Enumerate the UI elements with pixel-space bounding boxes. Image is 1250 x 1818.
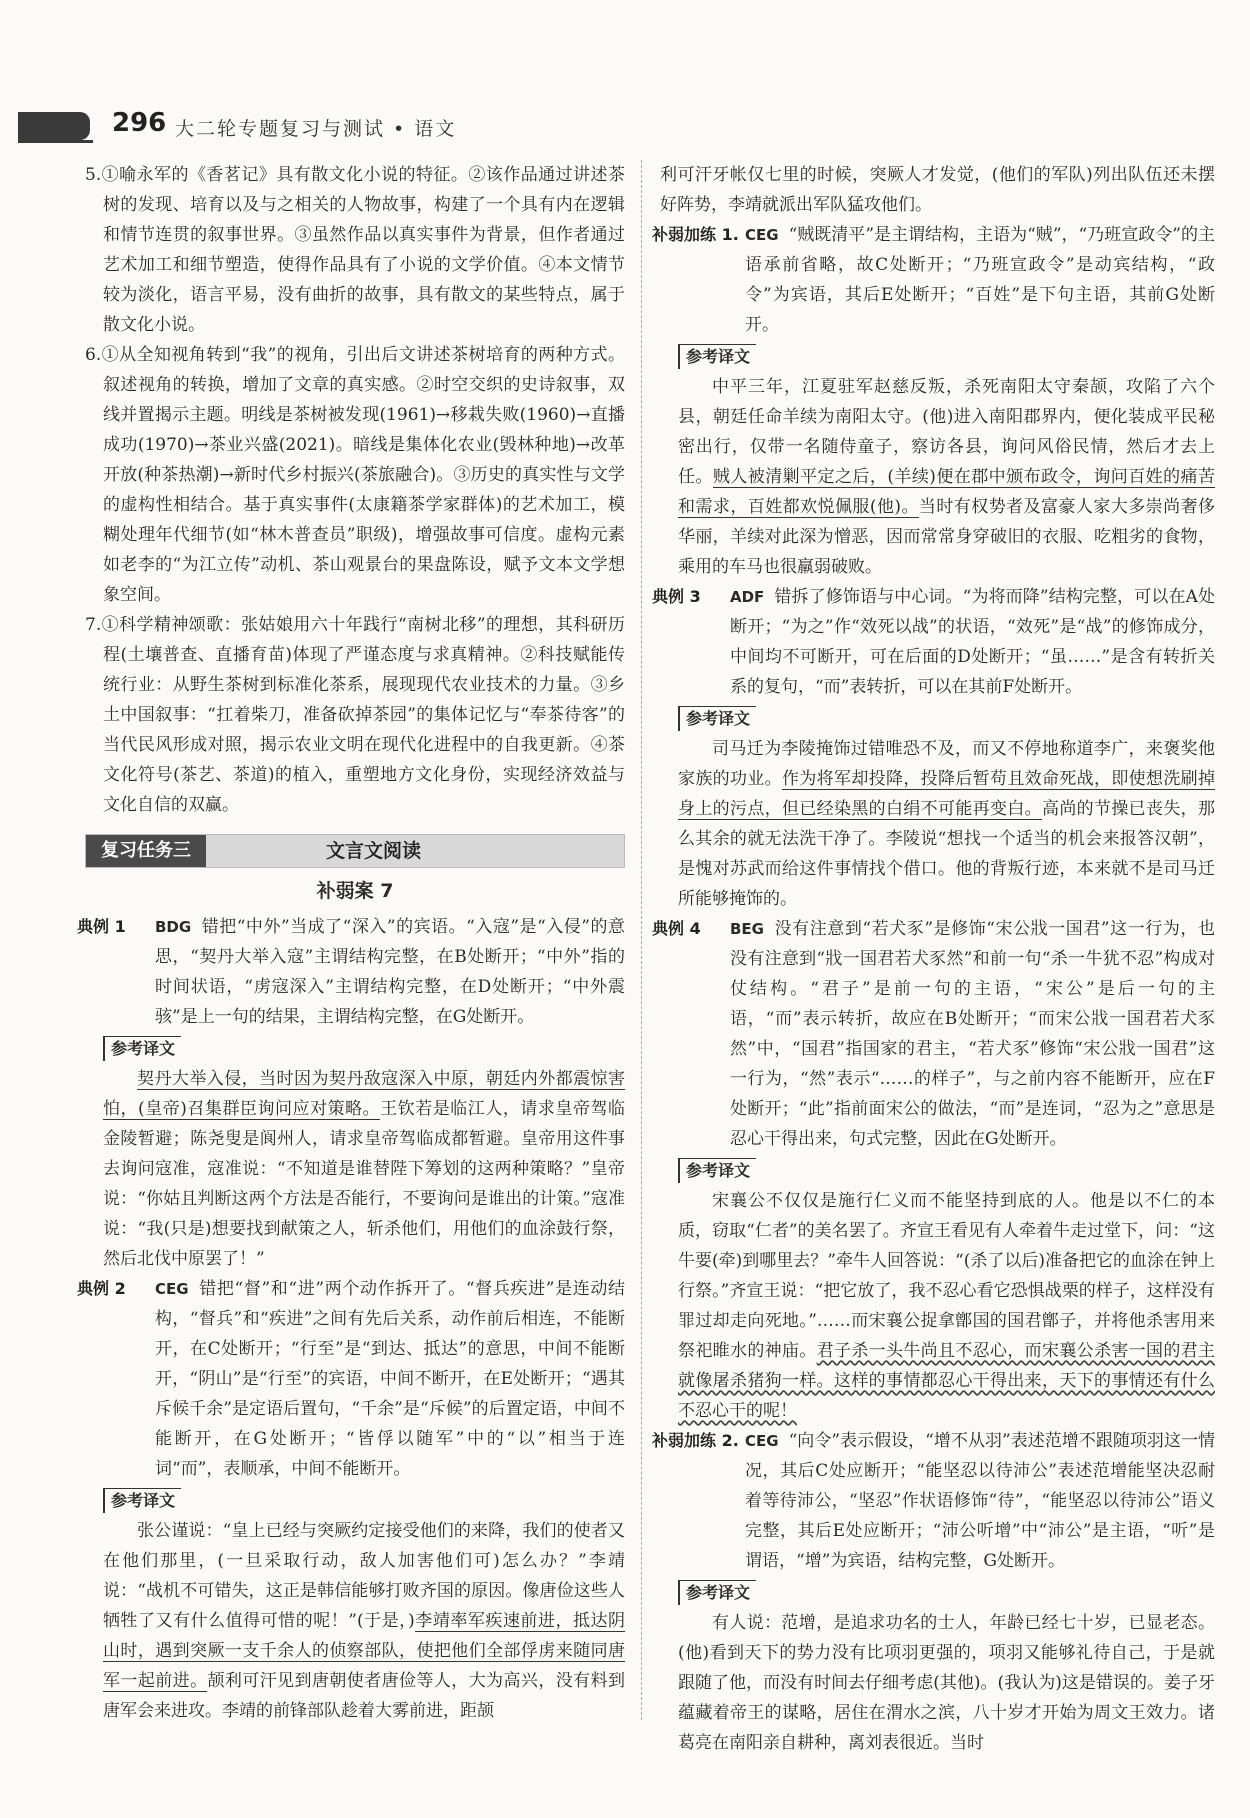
translation-4 — [678, 734, 1215, 914]
example-1 — [77, 912, 625, 1032]
subsection-title: 补弱案 7 — [316, 880, 394, 902]
answer-code: CEG — [745, 1432, 779, 1450]
translation-2 — [103, 1516, 625, 1726]
translation-text: 颉利可汗见到唐朝使者唐俭等人，大为高兴，没有料到唐军会来进攻。李靖的前锋部队趁着大雾前进，距颉 — [103, 1671, 626, 1721]
left-column — [77, 160, 626, 1726]
practice-2 — [652, 1426, 1215, 1576]
section-tag: 复习任务三 — [86, 835, 206, 867]
explanation: 没有注意到“若犬豕”是修饰“宋公戕一国君”这一行为，也没有注意到“戕一国君若犬豕然”和前一句“杀一牛犹不忍”构成对仗结构。“君子”是前一句的主语，“宋公”是后一句的主语，“而”表示转折，故应在B处断开；“而宋公戕一国君若犬豕然”中，“国君”指国家的君主，“若犬豕”修饰“宋公戕一国君”这一行为，“然”表示“……的样子”，与之前内容不能断开，应在F处断开；“此”指前面宋公的做法，“而”是连词，“忍为之”意思是忍心干得出来，句式完整，因此在G处断开。 — [730, 919, 1215, 1149]
practice-1 — [652, 220, 1215, 340]
example-label: 典例 2 — [77, 1279, 126, 1298]
practice-label: 补弱加练 1. — [652, 225, 739, 244]
translation-1 — [103, 1064, 625, 1274]
underlined-sentence: 贼人被清剿平定之后，(羊续)便在郡中颁布政令，询问百姓的痛苦和需求，百姓都欢悦佩服(他)。 — [678, 467, 1216, 517]
translation-6: 有人说：范增，是追求功名的士人，年龄已经七十岁，已显老态。(他)看到天下的势力没有比项羽更强的，项羽又能够礼待自己，于是就跟随了他，而没有时间去仔细考虑(其他)。(我认为)这是错误的。姜子牙蕴藏着帝王的谋略，居住在渭水之滨，八十岁才开始为周文王效力。诸葛亮在南阳亲自耕种，离刘表很近。当时 — [678, 1613, 1215, 1753]
answer-code: BDG — [155, 918, 192, 936]
explanation: “贼既清平”是主谓结构，主语为“贼”，“乃班宣政令”的主语承前省略，故C处断开；“乃班宣政令”是动宾结构，“政令”为宾语，其后E处断开；“百姓”是下句主语，其前G处断开。 — [745, 225, 1215, 335]
practice-label: 补弱加练 2. — [652, 1431, 739, 1450]
underlined-sentence: 李靖率军疾速前进，抵达阴山时，遇到突厥一支千余人的侦察部队，使把他们全部俘虏来随同唐军一起前进。 — [103, 1611, 625, 1691]
translation-text: 王钦若是临江人，请求皇帝驾临金陵暂避；陈尧叟是阆州人，请求皇帝驾临成都暂避。皇帝用这件事去询问寇准，寇准说：“不知道是谁替陛下筹划的这两种策略？”皇帝说：“你姑且判断这两个方法是否能行，不要询问是谁出的计策。”寇准说：“我(只是)想要找到献策之人，斩杀他们，用他们的血涂鼓行祭，然后北伐中原罢了！” — [103, 1099, 626, 1269]
example-4 — [652, 914, 1215, 1154]
answer-code: BEG — [730, 920, 764, 938]
wavy-underlined-sentence: 君子杀一头牛尚且不忍心，而宋襄公杀害一国的君主就像屠杀猪狗一样。这样的事情都忍心干得出来，天下的事情还有什么不忍心干的呢！ — [678, 1341, 1216, 1421]
page-header — [0, 100, 1250, 150]
reference-translation-label: 参考译文 — [103, 1488, 181, 1513]
header-rule — [18, 140, 93, 143]
translation-text: 司马迁为李陵掩饰过错唯恐不及，而又不停地称道李广，来褒奖他家族的功业。 — [678, 739, 1215, 789]
reference-translation-label: 参考译文 — [678, 344, 756, 369]
explanation: “向令”表示假设，“增不从羽”表述范增不跟随项羽这一情况，其后C处应断开；“能坚忍以待沛公”表述范增能坚决忍耐着等待沛公，“坚忍”作状语修饰“待”，“能坚忍以待沛公”语义完整，其后E处应断开；“沛公听增”中“沛公”是主语，“听”是谓语，“增”为宾语，结构完整，G处断开。 — [745, 1431, 1215, 1571]
answer-code: ADF — [730, 588, 765, 606]
reference-translation-label: 参考译文 — [678, 1580, 756, 1605]
header-bar — [18, 112, 90, 140]
reference-translation-label: 参考译文 — [678, 1158, 756, 1183]
reference-translation-label: 参考译文 — [103, 1036, 181, 1061]
answer-item-6: 6.①从全知视角转到“我”的视角，引出后文讲述茶树培育的两种方式。叙述视角的转换，增加了文章的真实感。②时空交织的史诗叙事，双线并置揭示主题。明线是茶树被发现(1961)→移栽失败(1960)→直播成功(1970)→茶业兴盛(2021)。暗线是集体化农业(毁林种地)→改革开放(种茶热潮)→新时代乡村振兴(茶旅融合)。③历史的真实性与文学的虚构性相结合。基于真实事件(太康籍茶学家群体)的艺术加工，模糊处理年代细节(如“林木普查员”职级)，增强故事可信度。虚构元素如老李的“为江立传”动机、茶山观景台的果盘陈设，赋予文本文学想象空间。 — [85, 345, 625, 605]
translation-text: 当时有权势者及富豪人家大多崇尚奢侈华丽，羊续对此深为憎恶，因而常常身穿破旧的衣服、吃粗劣的食物，乘用的车马也很羸弱破败。 — [678, 497, 1216, 577]
translation-text: 中平三年，江夏驻军赵慈反叛，杀死南阳太守秦颉，攻陷了六个县，朝廷任命羊续为南阳太守。(他)进入南阳郡界内，便化装成平民秘密出行，仅带一名随侍童子，察访各县，询问风俗民情，然后才去上任。 — [678, 377, 1215, 487]
reference-translation-label: 参考译文 — [678, 706, 756, 731]
example-3 — [652, 582, 1215, 702]
explanation: 错把“督”和“进”两个动作拆开了。“督兵疾进”是连动结构，“督兵”和“疾进”之间有先后关系，动作前后相连，不能断开，在C处断开；“行至”是“到达、抵达”的意思，中间不能断开，“阴山”是“行至”的宾语，中间不断开，在E处断开；“遇其斥候千余”是定语后置句，“千余”是“斥候”的后置定语，中间不能断开，在G处断开；“皆俘以随军”中的“以”相当于连词“而”，表顺承，中间不能断开。 — [155, 1279, 625, 1479]
underlined-sentence: 作为将军却投降，投降后暂苟且效命死战，即使想洗刷掉身上的污点，但已经染黑的白绢不可能再变白。 — [678, 769, 1215, 819]
answer-code: CEG — [155, 1280, 189, 1298]
translation-continued: 利可汗牙帐仅七里的时候，突厥人才发觉，(他们的军队)列出队伍还未摆好阵势，李靖就派出军队猛攻他们。 — [660, 165, 1215, 215]
example-label: 典例 3 — [652, 587, 701, 606]
translation-5 — [678, 1186, 1215, 1426]
answer-item-7: 7.①科学精神颂歌：张姑娘用六十年践行“南树北移”的理想，其科研历程(土壤普查、直播育苗)体现了严谨态度与求真精神。②科技赋能传统行业：从野生茶树到标准化茶系，展现现代农业技术的力量。③乡土中国叙事：“扛着柴刀，准备砍掉茶园”的集体记忆与“奉茶待客”的当代民风形成对照，揭示农业文明在现代化进程中的自我更新。④茶文化符号(茶艺、茶道)的植入，重塑地方文化身份，实现经济效益与文化自信的双赢。 — [85, 615, 625, 815]
page-number: 296 — [112, 108, 167, 138]
explanation: 错拆了修饰语与中心词。“为将而降”结构完整，可以在A处断开；“为之”作“效死以战”的状语，“效死”是“战”的修饰成分，中间均不可断开，可在后面的D处断开；“虽……”是含有转折关系的复句，“而”表转折，可以在其前F处断开。 — [730, 587, 1215, 697]
translation-text: 张公谨说：“皇上已经与突厥约定接受他们的来降，我们的使者又在他们那里，(一旦采取行动，敌人加害他们可)怎么办？”李靖说：“战机不可错失，这正是韩信能够打败齐国的原因。像唐俭这些人牺牲了又有什么值得可惜的呢！”(于是，) — [103, 1521, 625, 1631]
explanation: 错把“中外”当成了“深入”的宾语。“入寇”是“入侵”的意思，“契丹大举入寇”主谓结构完整，在B处断开；“中外”指的时间状语，“虏寇深入”主谓结构完整，在D处断开；“中外震骇”是上一句的结果，主谓结构完整，在G处断开。 — [155, 917, 625, 1027]
section-banner — [85, 834, 625, 868]
translation-text: 宋襄公不仅仅是施行仁义而不能坚持到底的人。他是以不仁的本质，窃取“仁者”的美名罢了。齐宣王看见有人牵着牛走过堂下，问：“这牛要(牵)到哪里去？”牵牛人回答说：“(杀了以后)准备把它的血涂在钟上行祭。”齐宣王说：“把它放了，我不忍心看它恐惧战栗的样子，这样没有罪过却走向死地。”……而宋襄公捉拿鄫国的国君鄫子，并将他杀害用来祭祀睢水的神庙。 — [678, 1191, 1215, 1361]
answer-item-5: 5.①喻永军的《香茗记》具有散文化小说的特征。②该作品通过讲述茶树的发现、培育以及与之相关的人物故事，构建了一个具有内在逻辑和情节连贯的叙事世界。③虽然作品以真实事件为背景，但作者通过艺术加工和细节塑造，使得作品具有了小说的文学价值。④本文情节较为淡化，语言平易，没有曲折的故事，具有散文的某些特点，属于散文化小说。 — [85, 165, 625, 335]
answer-code: CEG — [745, 226, 779, 244]
translation-3 — [678, 372, 1215, 582]
example-label: 典例 4 — [652, 919, 701, 938]
column-separator — [641, 160, 642, 1720]
underlined-sentence: 契丹大举入侵，当时因为契丹敌寇深入中原，朝廷内外都震惊害怕，(皇帝)召集群臣询问应对策略。 — [103, 1069, 625, 1119]
book-title: 大二轮专题复习与测试 • 语文 — [175, 118, 457, 140]
example-2 — [77, 1274, 625, 1484]
section-title: 文言文阅读 — [326, 840, 422, 862]
example-label: 典例 1 — [77, 917, 126, 936]
right-column — [652, 160, 1216, 1758]
translation-text: 高尚的节操已丧失，那么其余的就无法洗干净了。李陵说“想找一个适当的机会来报答汉朝”，是愧对苏武而给这件事情找个借口。他的背叛行迹，本来就不是司马迁所能够掩饰的。 — [678, 799, 1215, 909]
